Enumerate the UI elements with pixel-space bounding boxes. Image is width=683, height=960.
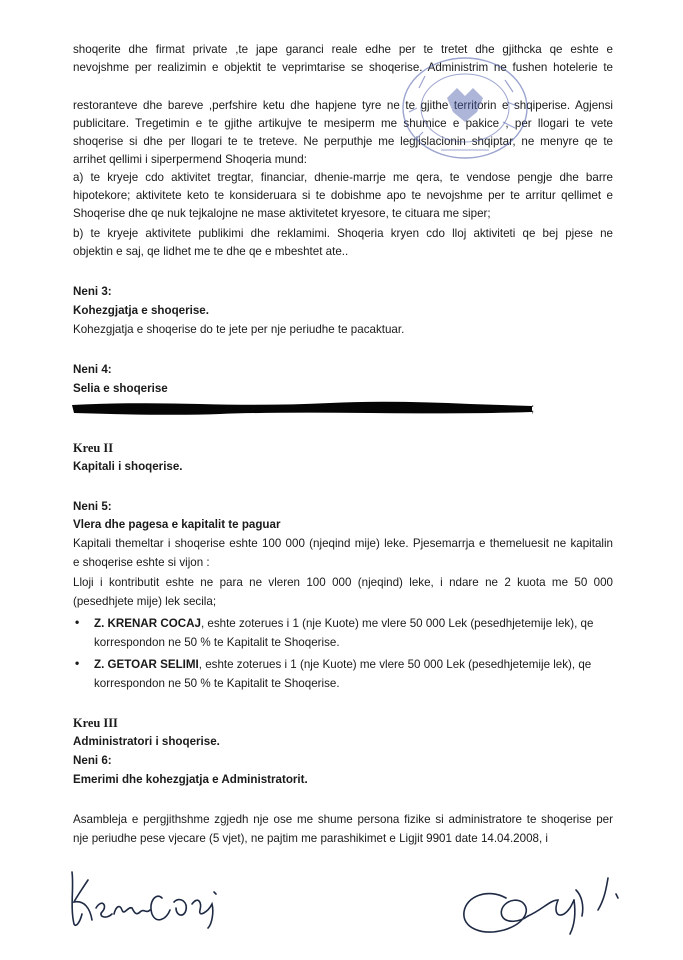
paragraph-line: Lloji i kontributit eshte ne para ne vleren 100 000 (njeqind) leke, i ndare ne 2 kuota me 50 000 [73,576,613,589]
paragraph-line: nje periudhe pese vjecare (5 vjet), ne pajtim me parashikimet e Ligjit 9901 date 14.04.2008, i [73,832,548,845]
bullet-icon: • [75,615,80,629]
chapter-title: Kapitali i shoqerise. [73,460,183,473]
paragraph-line: Asambleja e pergjithshme zgjedh nje ose me shume persona fizike si administratore te shoqerise per [73,813,613,826]
article-label: Neni 6: [73,754,112,767]
paragraph-line: shoqerite dhe firmat private ,te jape garanci reale edhe per te tretet dhe gjithcka qe eshte e [73,43,613,56]
paragraph-line: Kapitali themeltar i shoqerise eshte 100 000 (njeqind mije) leke. Pjesemarrja e themeluesit ne kapitalin [73,537,613,550]
shareholder-name: Z. KRENAR COCAJ [94,617,201,630]
paragraph-line: restoranteve dhe bareve ,perfshire ketu dhe hapjene tyre ne te gjithe territorin e shqiperise. Agjensi [73,99,613,112]
paragraph-line: (pesedhjete mije) lek secila; [73,595,217,608]
redaction-trailing-mark: ; [531,402,535,415]
paragraph-line: e shoqerise eshte si vijon : [73,556,210,569]
shareholder-detail: , eshte zoterues i 1 (nje Kuote) me vlere 50 000 Lek (pesedhjetemije lek), qe [200,617,594,630]
chapter-title: Administratori i shoqerise. [73,735,220,748]
official-stamp-icon [395,52,535,170]
article-label: Neni 4: [73,363,112,376]
article-text: Kohezgjatja e shoqerise do te jete per nje periudhe te pacaktuar. [73,323,405,336]
redaction-bar [70,400,536,416]
bullet-icon: • [75,656,80,670]
signature-right-icon [458,870,638,942]
chapter-label: Kreu II [73,441,114,455]
shareholder-detail: korrespondon ne 50 % te Kapitalit te Shoqerise. [94,636,340,649]
shareholder-detail: , eshte zoterues i 1 (nje Kuote) me vlere 50 000 Lek (pesedhjetemije lek), qe [198,658,592,671]
paragraph-line: arrihet qellimi i siperpermend Shoqeria mund: [73,153,307,166]
paragraph-line: publicitare. Tregetimin e te gjithe artikujve te mesiperm me shumice e pakice , per llogari te vete [73,117,613,130]
shareholder-item [94,657,591,673]
article-title: Selia e shoqerise [73,382,168,395]
shareholder-detail: korrespondon ne 50 % te Kapitalit te Shoqerise. [94,677,340,690]
chapter-label: Kreu III [73,716,118,730]
article-title: Emerimi dhe kohezgjatja e Administratorit. [73,773,308,786]
list-item-b: b) te kryeje aktivitete publikimi dhe reklamimi. Shoqeria kryen cdo lloj aktiviteti qe bej pjese ne [73,227,613,240]
article-title: Kohezgjatja e shoqerise. [73,304,209,317]
paragraph-line: nevojshme per realizimin e objektit te veprimtarise se shoqerise. Administrim ne fushen hotelerie te [73,61,613,74]
paragraph-line: Shoqerise dhe qe nuk tejkalojne ne mase aktivitetet kryesore, te cituara me siper; [73,207,491,220]
paragraph-line: hipotekore; aktivitete keto te konsideruara si te dobishme apo te nevojshme per te arritur qellimet e [73,189,613,202]
shareholder-name: Z. GETOAR SELIMI [94,658,199,671]
signature-left-icon [62,862,252,932]
article-label: Neni 3: [73,285,112,298]
article-label: Neni 5: [73,500,112,513]
paragraph-line: objektin e saj, qe lidhet me te dhe qe e mbeshtet ate.. [73,245,349,258]
list-item-a: a) te kryeje cdo aktivitet tregtar, financiar, dhenie-marrje me qera, te vendose pengje dhe barre [73,171,613,184]
shareholder-item [94,616,613,632]
article-title: Vlera dhe pagesa e kapitalit te paguar [73,518,281,531]
paragraph-line: shoqerise si dhe per llogari te te treteve. Ne perputhje me legjislacionin shqiptar, ne menyre qe te [73,135,613,148]
